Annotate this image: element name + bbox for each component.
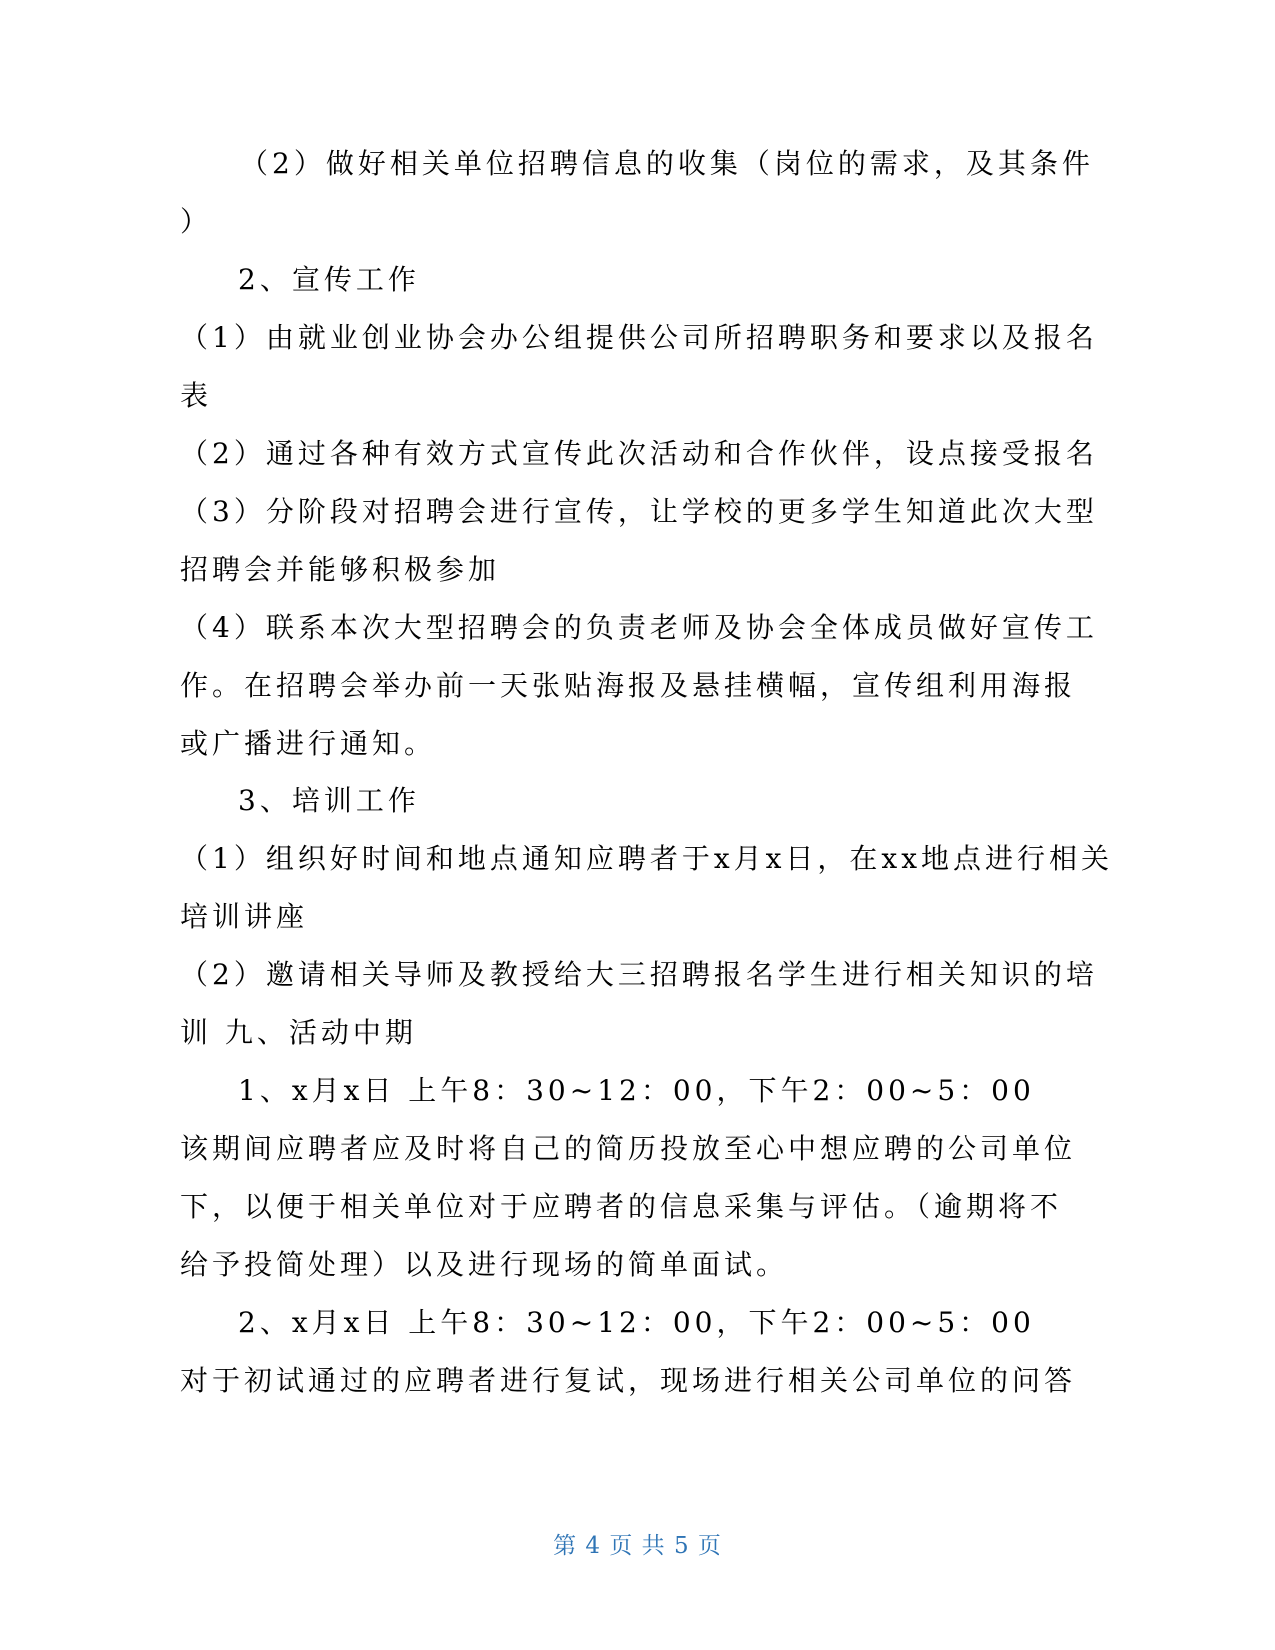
text-line: 培训讲座 [180, 900, 309, 933]
text-line: （4）联系本次大型招聘会的负责老师及协会全体成员做好宣传工 [180, 611, 1098, 644]
text-line: （3）分阶段对招聘会进行宣传，让学校的更多学生知道此次大型 [180, 495, 1098, 528]
text-line: ） [180, 205, 213, 238]
text-line: 给予投简处理）以及进行现场的简单面试。 [180, 1248, 789, 1281]
text-line: 表 [180, 379, 213, 412]
text-line: 该期间应聘者应及时将自己的简历投放至心中想应聘的公司单位 [180, 1132, 1077, 1165]
text-line: （2）做好相关单位招聘信息的收集（岗位的需求，及其条件 [240, 147, 1094, 180]
text-line: （2）邀请相关导师及教授给大三招聘报名学生进行相关知识的培 [180, 958, 1098, 991]
schedule-line: 1、x月x日 上午8：30~12：00，下午2：00~5：00 [238, 1074, 1035, 1107]
schedule-line: 2、x月x日 上午8：30~12：00，下午2：00~5：00 [238, 1306, 1035, 1339]
text-line: 招聘会并能够积极参加 [180, 553, 501, 586]
page-number: 第 4 页 共 5 页 [553, 1533, 722, 1559]
text-line: 下，以便于相关单位对于应聘者的信息采集与评估。（逾期将不 [180, 1190, 1063, 1223]
section-heading: 2、宣传工作 [238, 263, 420, 296]
text-line: 或广播进行通知。 [180, 727, 437, 760]
text-line: （1）由就业创业协会办公组提供公司所招聘职务和要求以及报名 [180, 321, 1098, 354]
text-line: （2）通过各种有效方式宣传此次活动和合作伙伴，设点接受报名 [180, 437, 1098, 470]
text-line: （1）组织好时间和地点通知应聘者于x月x日，在xx地点进行相关 [180, 842, 1113, 875]
text-line: 对于初试通过的应聘者进行复试，现场进行相关公司单位的问答 [180, 1364, 1077, 1397]
text-line: 作。在招聘会举办前一天张贴海报及悬挂横幅，宣传组利用海报 [180, 669, 1077, 702]
text-line: 训 九、活动中期 [180, 1016, 417, 1049]
section-heading: 3、培训工作 [238, 784, 420, 817]
